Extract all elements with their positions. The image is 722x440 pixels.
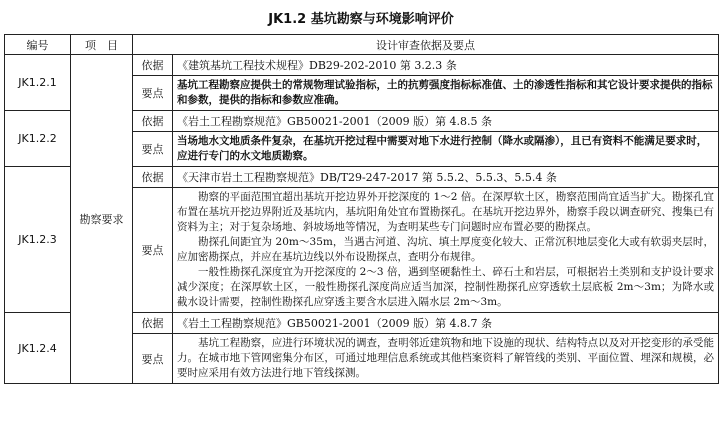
review-table (4, 34, 719, 384)
point-label: 要点 (133, 188, 173, 313)
point-label: 要点 (133, 76, 173, 111)
basis-label: 依据 (133, 167, 173, 188)
header-content: 设计审查依据及要点 (133, 35, 719, 55)
header-code: 编号 (5, 35, 71, 55)
header-row (5, 35, 719, 55)
point-text: 当场地水文地质条件复杂，在基坑开挖过程中需要对地下水进行控制（降水或隔渗），且已有资料不能满足要求时，应进行专门的水文地质勘察。 (173, 132, 719, 167)
basis-label: 依据 (133, 55, 173, 76)
basis-label: 依据 (133, 111, 173, 132)
point-label: 要点 (133, 334, 173, 384)
point-paragraph: 勘探孔间距宜为 20m～35m，当遇古河道、沟坑、填土厚度变化较大、正常沉积地层变化大或有软弱夹层时，应加密勘探点，并应在基坑边线以外布设勘探点，查明分布规律。 (177, 236, 714, 263)
row-code: JK1.2.1 (5, 55, 71, 111)
table-row (5, 55, 719, 76)
point-body (173, 188, 719, 313)
basis-text: 《建筑基坑工程技术规程》DB29-202-2010 第 3.2.3 条 (173, 55, 719, 76)
point-text: 基坑工程勘察应提供土的常规物理试验指标，土的抗剪强度指标标准值、土的渗透性指标和其它设计要求提供的指标和参数，提供的指标和参数应准确。 (173, 76, 719, 111)
basis-text: 《岩土工程勘察规范》GB50021-2001（2009 版）第 4.8.5 条 (173, 111, 719, 132)
row-code: JK1.2.3 (5, 167, 71, 313)
header-item: 项 目 (71, 35, 133, 55)
row-code: JK1.2.2 (5, 111, 71, 167)
point-paragraph: 勘察的平面范围宜超出基坑开挖边界外开挖深度的 1～2 倍。在深厚软土区，勘察范围尚宜适当扩大。勘探孔宜布置在基坑开挖边界附近及基坑内，基坑阳角处宜布置勘探孔。在基坑开挖边界外，勘察手段以调查研究、搜集已有资料为主；对于复杂场地、斜坡场地等情况，为查明某些专门问题时应布置必要的勘探点。 (177, 191, 714, 233)
basis-label: 依据 (133, 313, 173, 334)
page-title: JK1.2 基坑勘察与环境影响评价 (268, 12, 454, 27)
point-body (173, 334, 719, 384)
basis-text: 《天津市岩土工程勘察规范》DB/T29-247-2017 第 5.5.2、5.5.3、5.5.4 条 (173, 167, 719, 188)
row-code: JK1.2.4 (5, 313, 71, 384)
point-paragraph: 基坑工程勘察，应进行环境状况的调查，查明邻近建筑物和地下设施的现状、结构特点以及对开挖变形的承受能力。在城市地下管网密集分布区，可通过地理信息系统或其他档案资料了解管线的类别、平面位置、埋深和规模，必要时应采用有效方法进行地下管线探测。 (177, 337, 714, 379)
item-cell: 勘察要求 (71, 55, 133, 384)
basis-text: 《岩土工程勘察规范》GB50021-2001（2009 版）第 4.8.7 条 (173, 313, 719, 334)
point-label: 要点 (133, 132, 173, 167)
point-paragraph: 一般性勘探孔深度宜为开挖深度的 2～3 倍，遇到坚硬黏性土、碎石土和岩层，可根据岩土类别和支护设计要求减少深度；在深厚软土区，一般性勘探孔深度尚应适当加深，控制性勘探孔应穿透软土层底板 2m～3m；为降水或截水设计需要，控制性勘探孔应穿透主要含水层进入隔水层 2m～3m。 (177, 266, 714, 308)
